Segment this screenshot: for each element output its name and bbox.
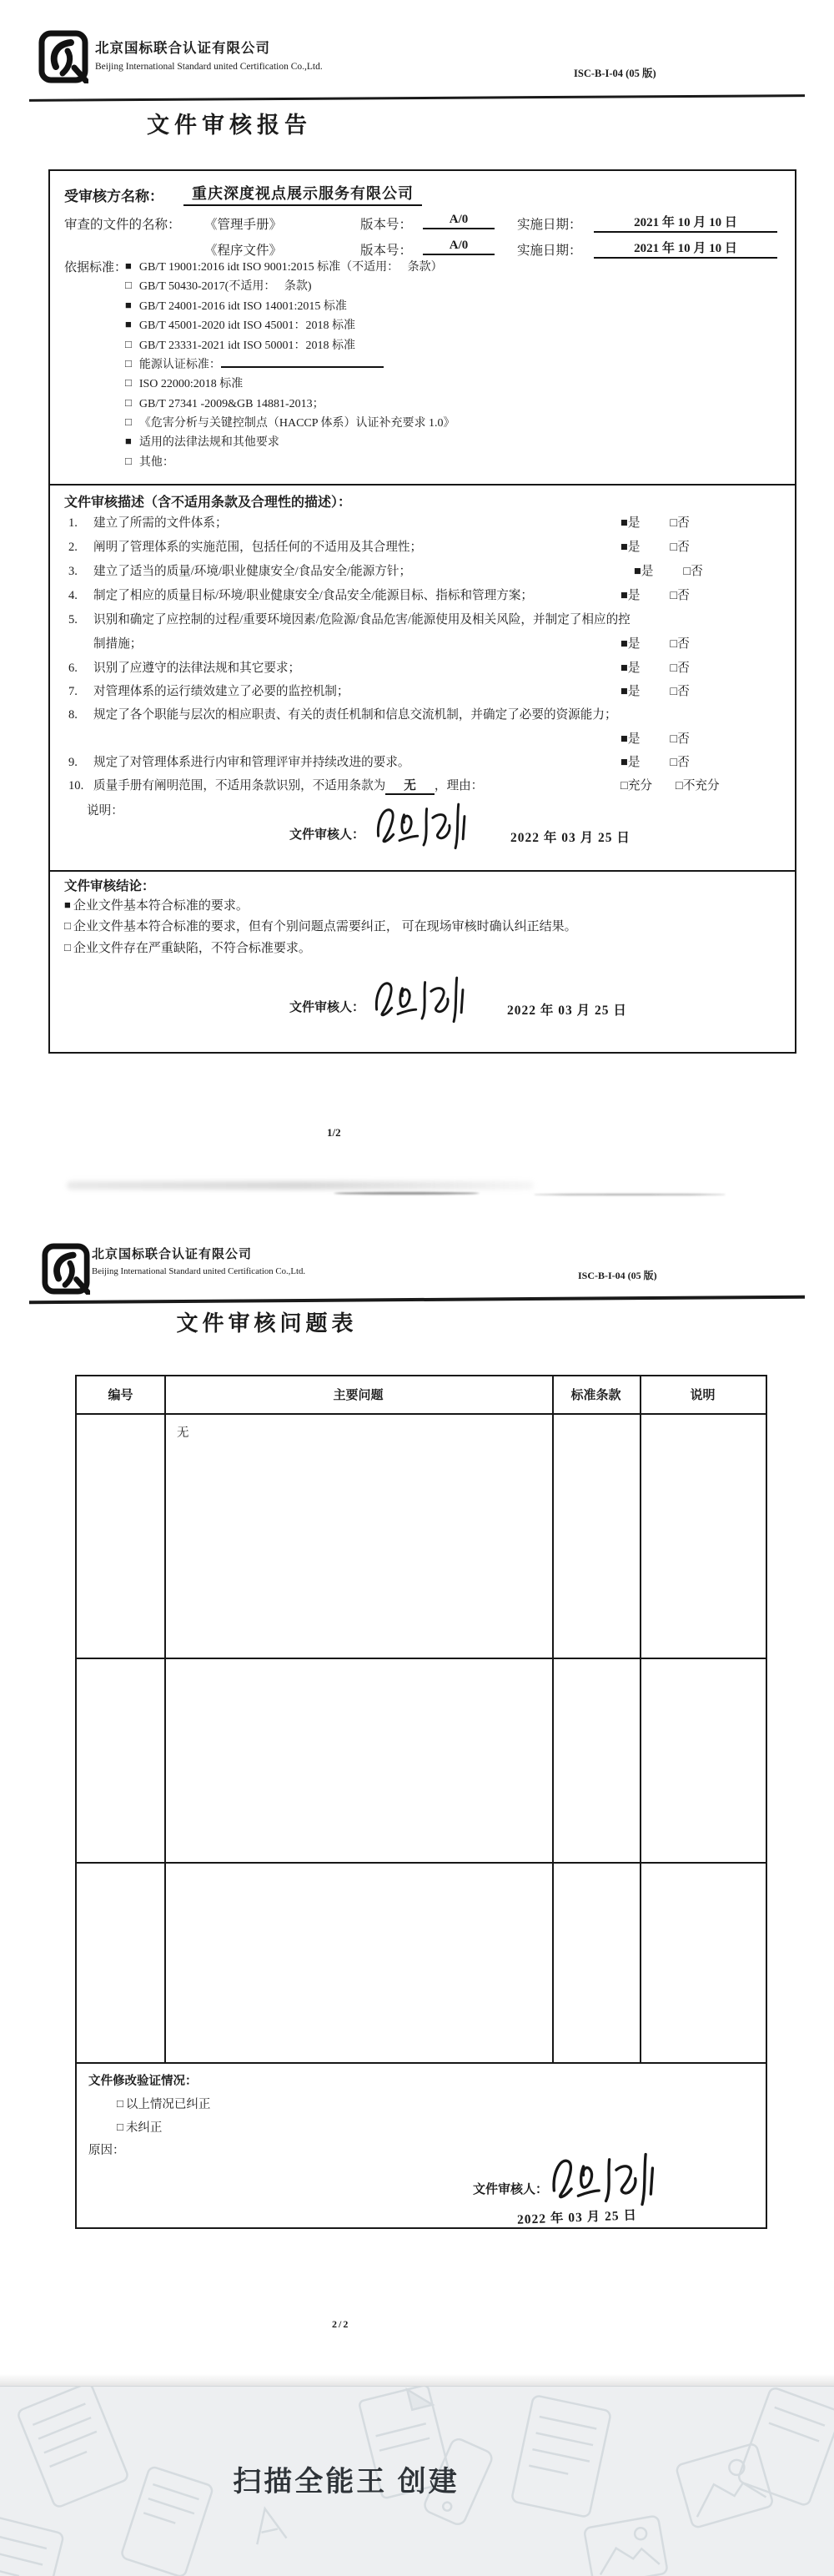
checkbox-empty: □ <box>125 279 132 291</box>
document-code: ISC-B-I-04 (05 版) <box>574 68 656 79</box>
table-column-line <box>640 1376 641 2062</box>
desc-item-8-answer <box>620 729 690 747</box>
checkbox-filled: ■ <box>64 898 71 911</box>
auditee-name: 重庆深度视点展示服务有限公司 <box>183 182 422 206</box>
verify-heading: 文件修改验证情况： <box>88 2075 198 2088</box>
standard-item: □ ISO 22000:2018 标准 <box>125 376 244 390</box>
issues-table-box <box>75 1375 767 2229</box>
reviewer-signature <box>367 970 477 1027</box>
col-header-note: 说明 <box>690 1388 716 1402</box>
conclusion-option-1: ■ 企业文件基本符合标准的要求。 <box>64 898 249 913</box>
checkbox-filled: ■ <box>125 299 132 311</box>
insufficient-unchecked: □不充分 <box>676 779 720 792</box>
report-form-box <box>48 169 796 1054</box>
org-name-en: Beijing International Standard united Certification Co.,Ltd. <box>92 1266 306 1276</box>
desc-item-7: 7. 对管理体系的运行绩效建立了必要的监控机制； <box>68 685 349 698</box>
table-row-line <box>77 1862 766 1864</box>
page1-title: 文件审核报告 <box>147 113 312 138</box>
doc1-name: 《管理手册》 <box>204 218 283 232</box>
page1-number: 1/2 <box>327 1126 341 1139</box>
yes-checked: ■是 <box>620 685 641 698</box>
conclusion-option-3: □ 企业文件存在严重缺陷，不符合标准要求。 <box>64 941 311 955</box>
scan-smudge <box>67 1181 534 1190</box>
table-column-line <box>164 1376 166 2062</box>
section-divider <box>50 870 795 872</box>
col-header-clause: 标准条款 <box>570 1388 621 1402</box>
desc-item-3-answer <box>634 561 703 579</box>
desc-item-2: 2. 阐明了管理体系的实施范围，包括任何的不适用及其合理性； <box>68 541 423 554</box>
page-bottom-shadow <box>0 2374 834 2386</box>
yes-checked: ■是 <box>620 637 641 651</box>
impl-date-label: 实施日期： <box>517 218 582 232</box>
page2-number: 2/2 <box>332 2318 350 2330</box>
no-unchecked: □否 <box>670 637 690 651</box>
col-header-id: 编号 <box>108 1388 133 1402</box>
checkbox-empty: □ <box>125 455 132 467</box>
desc-item-4-answer <box>620 586 690 603</box>
reviewer-signature <box>545 2146 666 2211</box>
checkbox-empty: □ <box>125 357 132 370</box>
page2-title: 文件审核问题表 <box>176 1311 358 1336</box>
conclusion-heading: 文件审核结论： <box>64 879 155 893</box>
reviewer-label: 文件审核人： <box>289 1000 365 1014</box>
desc-item-10-answer <box>620 776 720 793</box>
no-unchecked: □否 <box>670 541 690 554</box>
auditee-label: 受审核方名称： <box>64 189 163 204</box>
desc-item-10: 10. 质量手册有阐明范围，不适用条款识别，不适用条款为 无 ，理由： <box>68 776 483 793</box>
standard-item: ■ GB/T 24001-2016 idt ISO 14001:2015 标准 <box>125 299 347 313</box>
impl-date-label2: 实施日期： <box>517 244 582 258</box>
desc-item-3: 3. 建立了适当的质量/环境/职业健康安全/食品安全/能源方针； <box>68 565 412 578</box>
standard-item: □ GB/T 27341 -2009&GB 14881-2013； <box>125 396 324 410</box>
no-unchecked: □否 <box>670 662 690 675</box>
header-rule <box>29 94 805 102</box>
header-rule <box>29 1296 805 1304</box>
yes-checked: ■是 <box>620 589 641 602</box>
table-row-line <box>77 1413 766 1415</box>
desc-item-1-answer <box>620 513 690 531</box>
standard-item: □ 其他： <box>125 455 174 469</box>
org-name-en: Beijing International Standard united Certification Co.,Ltd. <box>95 62 323 72</box>
checkbox-empty: □ <box>64 941 71 953</box>
doc2-date: 2021 年 10 月 10 日 <box>594 239 777 259</box>
yes-checked: ■是 <box>620 732 641 746</box>
section-divider <box>50 484 795 486</box>
no-unchecked: □否 <box>670 516 690 530</box>
table-column-line <box>552 1376 554 2062</box>
checkbox-empty: □ <box>64 919 71 932</box>
table-row-line <box>77 2062 766 2064</box>
desc-item-1: 1. 建立了所需的文件体系； <box>68 516 228 530</box>
conclusion-option-2: □ 企业文件基本符合标准的要求，但有个别问题点需要纠正， 可在现场审核时确认纠正结果。 <box>64 919 577 933</box>
desc-item-2-answer <box>620 537 690 555</box>
yes-checked: ■是 <box>620 662 641 675</box>
desc-item-5-answer <box>620 634 690 652</box>
verify-option-uncorrected: □ 未纠正 <box>117 2121 163 2135</box>
reviewer-signature <box>369 797 479 853</box>
no-unchecked: □否 <box>670 732 690 746</box>
desc-item-5-line2: 制措施； <box>93 637 143 651</box>
standard-item: ■ GB/T 19001:2016 idt ISO 9001:2015 标准（不适用： 条款） <box>125 259 443 274</box>
checkbox-filled: ■ <box>125 318 132 330</box>
checkbox-empty: □ <box>125 415 132 428</box>
sufficient-unchecked: □充分 <box>620 779 653 792</box>
checkbox-filled: ■ <box>125 435 132 447</box>
checkbox-empty: □ <box>117 2097 123 2110</box>
camscanner-watermark: 扫描全能王 创建 <box>233 2466 460 2498</box>
yes-checked: ■是 <box>620 516 641 530</box>
standard-item: □ 能源认证标准： <box>125 355 384 372</box>
standard-item: □ GB/T 23331-2021 idt ISO 50001：2018 标准 <box>125 338 355 352</box>
no-unchecked: □否 <box>670 589 690 602</box>
yes-checked: ■是 <box>634 565 654 578</box>
yes-checked: ■是 <box>620 756 641 769</box>
review-date: 2022 年 03 月 25 日 <box>507 1004 627 1018</box>
scan-smudge-line <box>534 1194 726 1195</box>
checkbox-empty: □ <box>125 396 132 409</box>
verify-option-corrected: □ 以上情况已纠正 <box>117 2097 211 2111</box>
checkbox-filled: ■ <box>125 259 132 272</box>
camscanner-banner <box>0 2386 834 2576</box>
scan-smudge-line <box>334 1192 480 1195</box>
standard-item: □ 《危害分析与关键控制点（HACCP 体系）认证补充要求 1.0》 <box>125 415 455 430</box>
org-logo-icon <box>42 1243 90 1295</box>
standard-item: ■ 适用的法律法规和其他要求 <box>125 435 279 449</box>
desc-item-7-answer <box>620 682 690 699</box>
issue-cell-value: 无 <box>177 1426 189 1440</box>
doc2-version: A/0 <box>423 239 495 255</box>
desc-item-6-answer <box>620 658 690 676</box>
reviewer-label: 文件审核人： <box>473 2182 549 2196</box>
doc2-name: 《程序文件》 <box>204 244 283 258</box>
version-label: 版本号： <box>360 218 413 232</box>
table-row-line <box>77 1658 766 1659</box>
note-label: 说明： <box>87 804 123 818</box>
review-date: 2022 年 03 月 25 日 <box>510 831 631 845</box>
col-header-issue: 主要问题 <box>333 1388 384 1402</box>
no-unchecked: □否 <box>670 685 690 698</box>
no-unchecked: □否 <box>670 756 690 769</box>
reviewer-label: 文件审核人： <box>289 828 365 842</box>
desc-heading: 文件审核描述（含不适用条款及合理性的描述）： <box>64 496 352 510</box>
docs-label: 审查的文件的名称： <box>64 218 181 232</box>
version-label2: 版本号： <box>360 244 413 258</box>
checkbox-empty: □ <box>125 338 132 350</box>
desc-item-5: 5. 识别和确定了应控制的过程/重要环境因素/危险源/食品危害/能源使用及相关风险，并制定了相应的控 <box>68 613 631 626</box>
org-logo-icon <box>38 30 88 83</box>
doc1-version: A/0 <box>423 213 495 229</box>
desc-item-6: 6. 识别了应遵守的法律法规和其它要求； <box>68 662 301 675</box>
checkbox-empty: □ <box>117 2121 123 2133</box>
standards-label: 依据标准： <box>64 261 128 274</box>
standard-item: □ GB/T 50430-2017(不适用： 条款) <box>125 279 312 293</box>
org-name-cn: 北京国标联合认证有限公司 <box>95 41 270 56</box>
desc-item-4: 4. 制定了相应的质量目标/环境/职业健康安全/食品安全/能源目标、指标和管理方案； <box>68 589 534 602</box>
doc1-date: 2021 年 10 月 10 日 <box>594 213 777 233</box>
review-date: 2022 年 03 月 25 日 <box>516 2208 638 2227</box>
no-unchecked: □否 <box>683 565 703 578</box>
not-applicable-clause: 无 <box>385 779 435 795</box>
yes-checked: ■是 <box>620 541 641 554</box>
desc-item-9-answer <box>620 752 690 770</box>
document-code: ISC-B-I-04 (05 版) <box>578 1270 657 1281</box>
desc-item-8: 8. 规定了各个职能与层次的相应职责、有关的责任机制和信息交流机制，并确定了必要的资源能力； <box>68 708 617 722</box>
standard-item: ■ GB/T 45001-2020 idt ISO 45001：2018 标准 <box>125 318 355 332</box>
checkbox-empty: □ <box>125 376 132 389</box>
blank-underline <box>221 355 384 368</box>
desc-item-9: 9. 规定了对管理体系进行内审和管理评审并持续改进的要求。 <box>68 756 410 769</box>
reason-label: 原因： <box>88 2144 125 2157</box>
org-name-cn: 北京国标联合认证有限公司 <box>92 1247 253 1261</box>
